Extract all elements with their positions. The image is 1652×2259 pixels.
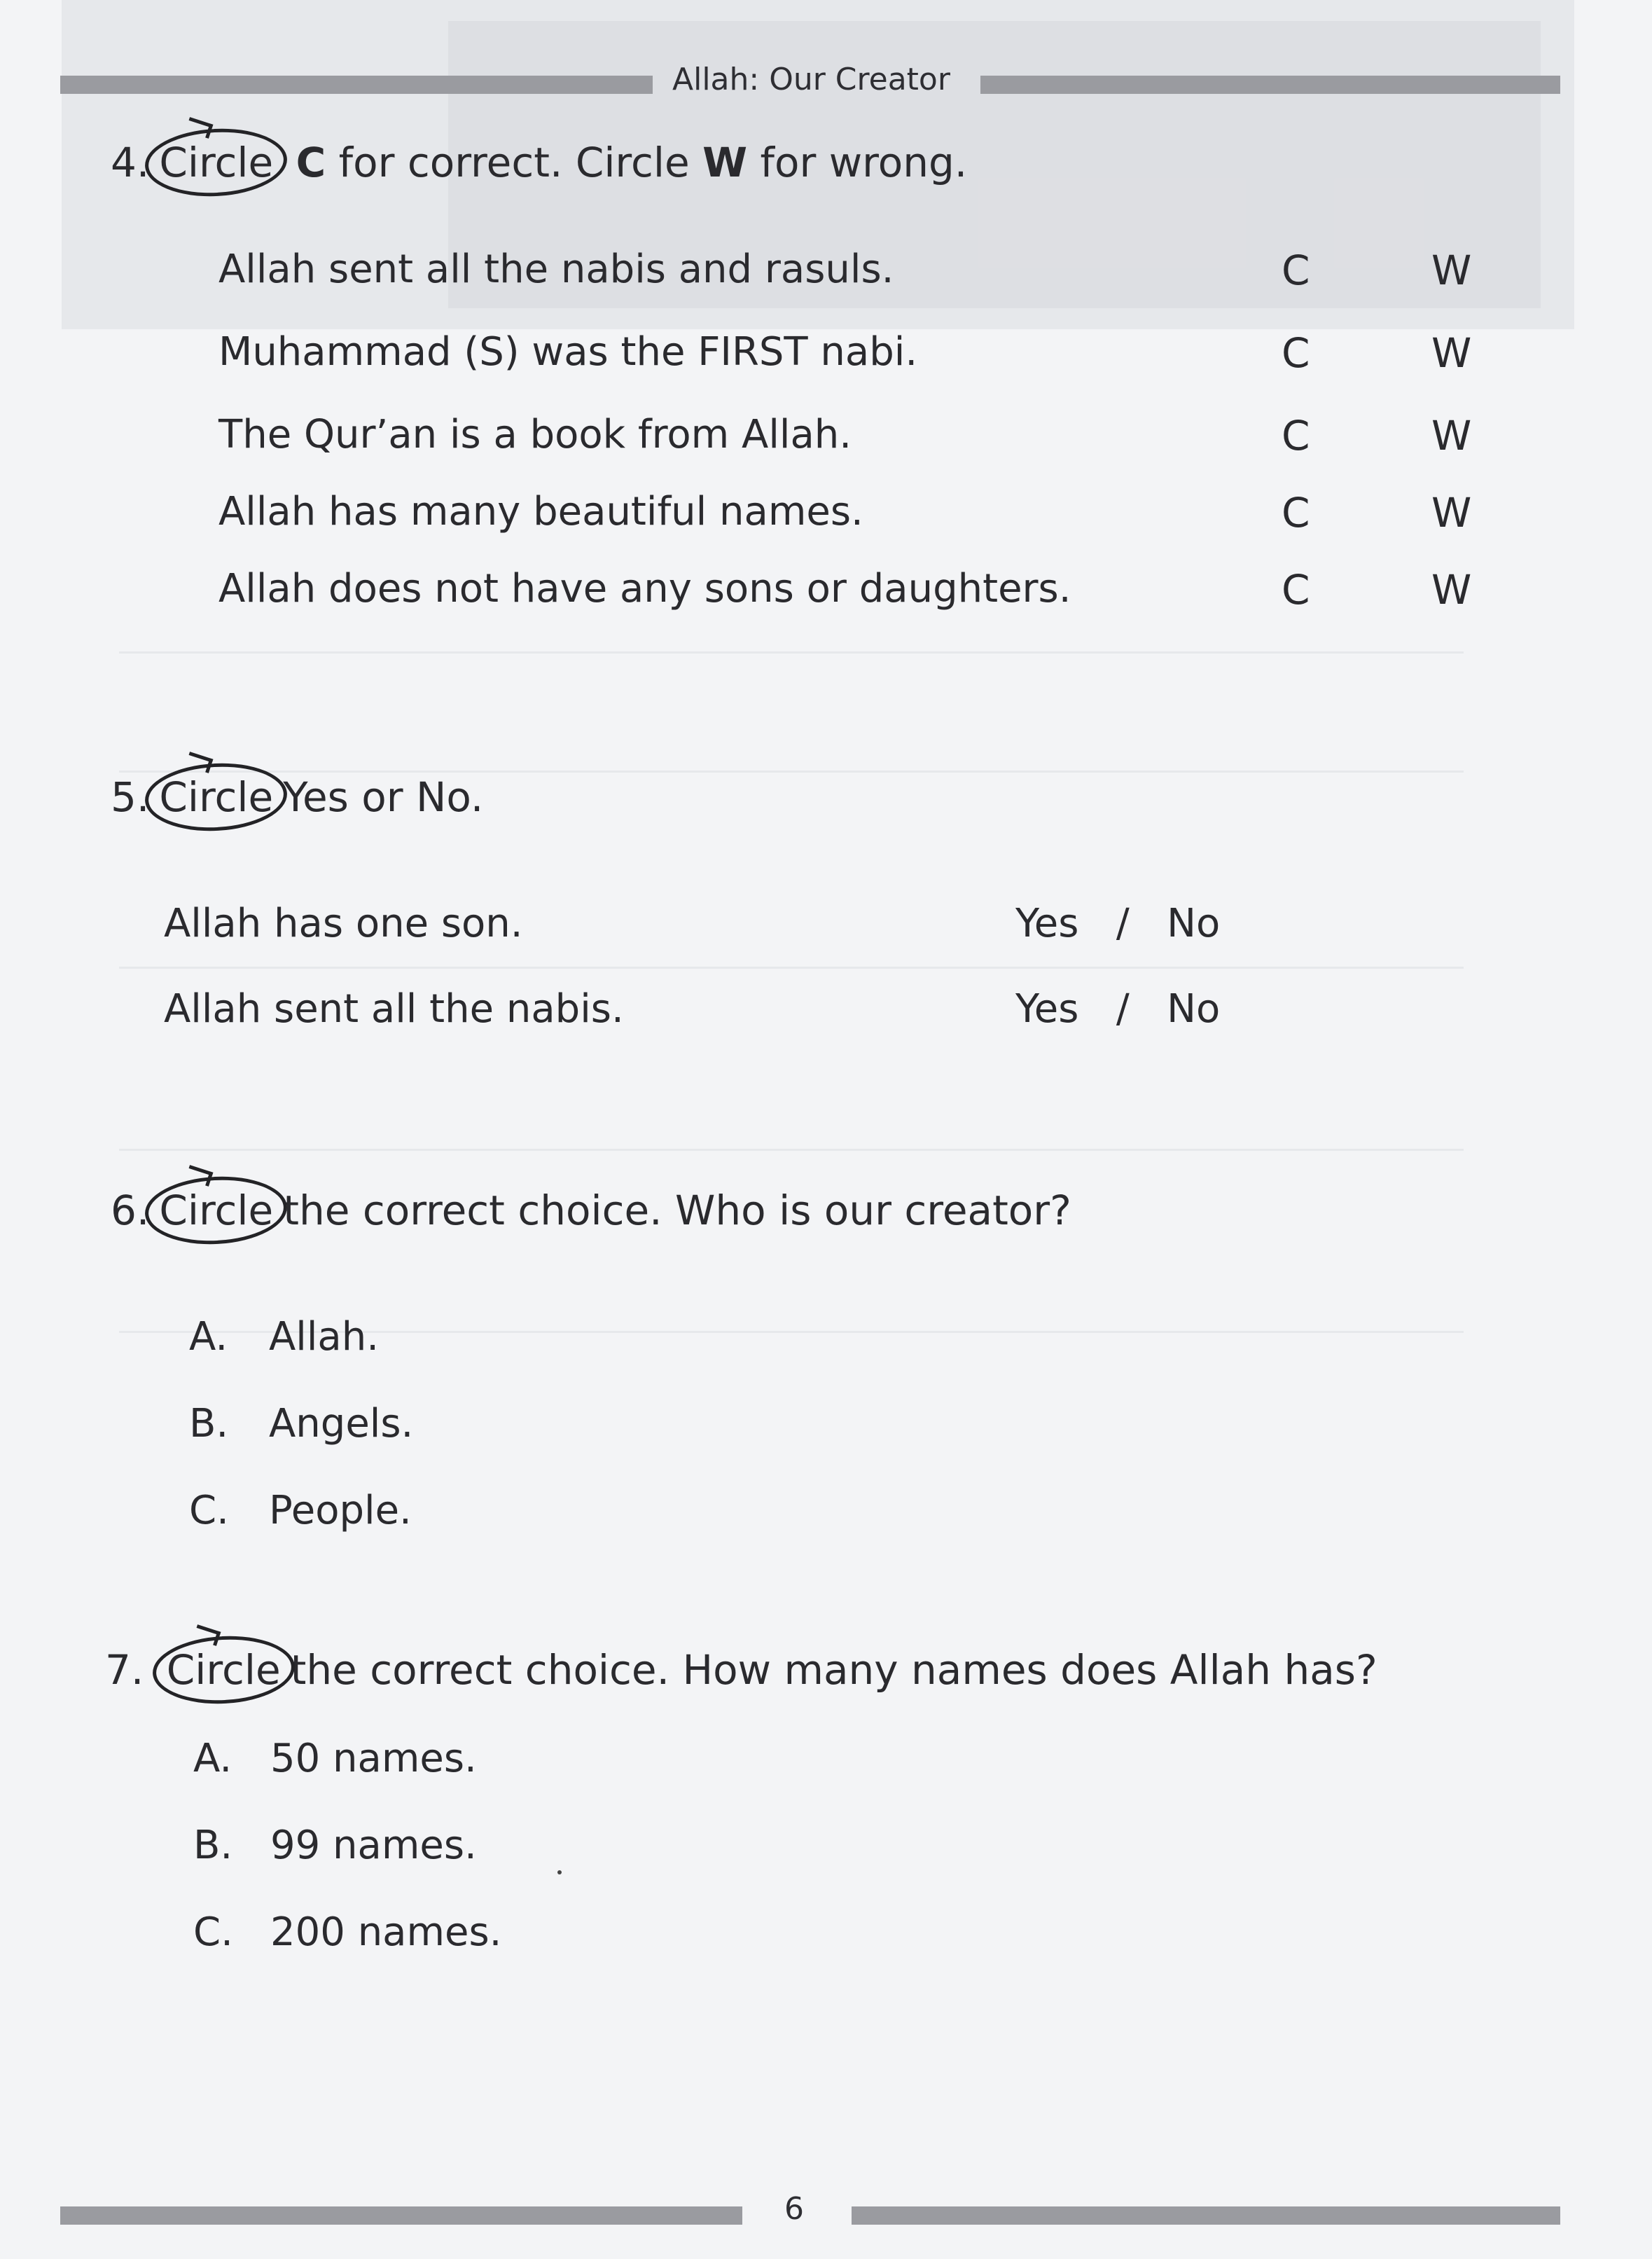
yes-option[interactable]: Yes: [1015, 901, 1079, 946]
question-5-heading: [111, 773, 483, 821]
choice-w[interactable]: W: [1431, 329, 1472, 377]
statement-line: Allah sent all the nabis.: [164, 986, 624, 1032]
yes-no-choice[interactable]: [1015, 986, 1220, 1032]
option-letter: B.: [193, 1823, 233, 1868]
circled-word: Circle: [157, 1646, 291, 1694]
question-number: 5.: [111, 773, 150, 821]
statement-line: Allah sent all the nabis and rasuls.: [218, 247, 894, 292]
question-number: 4.: [111, 139, 150, 186]
bleed-through-line: [119, 1149, 1464, 1151]
yes-no-choice[interactable]: [1015, 901, 1220, 946]
statement-line: Muhammad (S) was the FIRST nabi.: [218, 329, 918, 375]
statement-line: Allah does not have any sons or daughters.: [218, 566, 1071, 612]
yes-option[interactable]: Yes: [1015, 986, 1079, 1032]
option-letter: C.: [193, 1909, 233, 1955]
option-letter: C.: [189, 1488, 229, 1533]
choice-c[interactable]: C: [1282, 489, 1310, 537]
choice-w[interactable]: W: [1431, 489, 1472, 537]
bold-letter-c: C: [296, 139, 326, 186]
footer-band-right: [852, 2206, 1560, 2225]
stray-pen-dot: [557, 1870, 562, 1874]
question-instruction: the correct choice. Who is our creator?: [283, 1187, 1071, 1234]
choice-c[interactable]: C: [1282, 247, 1310, 294]
option-text[interactable]: Angels.: [269, 1401, 414, 1446]
header-title: Allah: Our Creator: [672, 62, 950, 97]
yes-no-separator: /: [1116, 901, 1130, 946]
circled-word: Circle: [149, 1187, 283, 1234]
choice-w[interactable]: W: [1431, 412, 1472, 460]
choice-w[interactable]: W: [1431, 247, 1472, 294]
header-band-right: [980, 76, 1560, 94]
question-instruction: the correct choice. How many names does Allah has?: [290, 1646, 1377, 1694]
statement-line: Allah has one son.: [164, 901, 523, 946]
option-text[interactable]: 200 names.: [270, 1909, 502, 1955]
bleed-through-line: [119, 771, 1464, 773]
option-text[interactable]: 99 names.: [270, 1823, 477, 1868]
header-band-left: [60, 76, 653, 94]
option-text[interactable]: 50 names.: [270, 1736, 477, 1781]
statement-line: Allah has many beautiful names.: [218, 489, 863, 534]
question-6-heading: [111, 1187, 1071, 1234]
no-option[interactable]: No: [1167, 986, 1221, 1032]
question-number: 6.: [111, 1187, 150, 1234]
bleed-through-line: [119, 967, 1464, 969]
choice-w[interactable]: W: [1431, 566, 1472, 614]
page-number: 6: [784, 2191, 804, 2227]
choice-c[interactable]: C: [1282, 412, 1310, 460]
no-option[interactable]: No: [1167, 901, 1221, 946]
option-letter: A.: [193, 1736, 232, 1781]
yes-no-separator: /: [1116, 986, 1130, 1032]
question-number: 7.: [105, 1646, 144, 1694]
choice-c[interactable]: C: [1282, 329, 1310, 377]
question-instruction: for wrong.: [747, 139, 968, 186]
bleed-through-line: [119, 651, 1464, 654]
option-letter: B.: [189, 1401, 229, 1446]
option-text[interactable]: People.: [269, 1488, 412, 1533]
circled-word: Circle: [149, 139, 283, 186]
footer-band-left: [60, 2206, 742, 2225]
question-7-heading: [105, 1646, 1377, 1694]
bold-letter-w: W: [702, 139, 748, 186]
question-4-heading: [111, 139, 967, 186]
question-instruction: for correct. Circle: [326, 139, 703, 186]
circled-word: Circle: [149, 773, 283, 821]
statement-line: The Qur’an is a book from Allah.: [218, 412, 852, 457]
question-instruction: Yes or No.: [283, 773, 484, 821]
option-text[interactable]: Allah.: [269, 1314, 380, 1360]
option-letter: A.: [189, 1314, 228, 1360]
choice-c[interactable]: C: [1282, 566, 1310, 614]
